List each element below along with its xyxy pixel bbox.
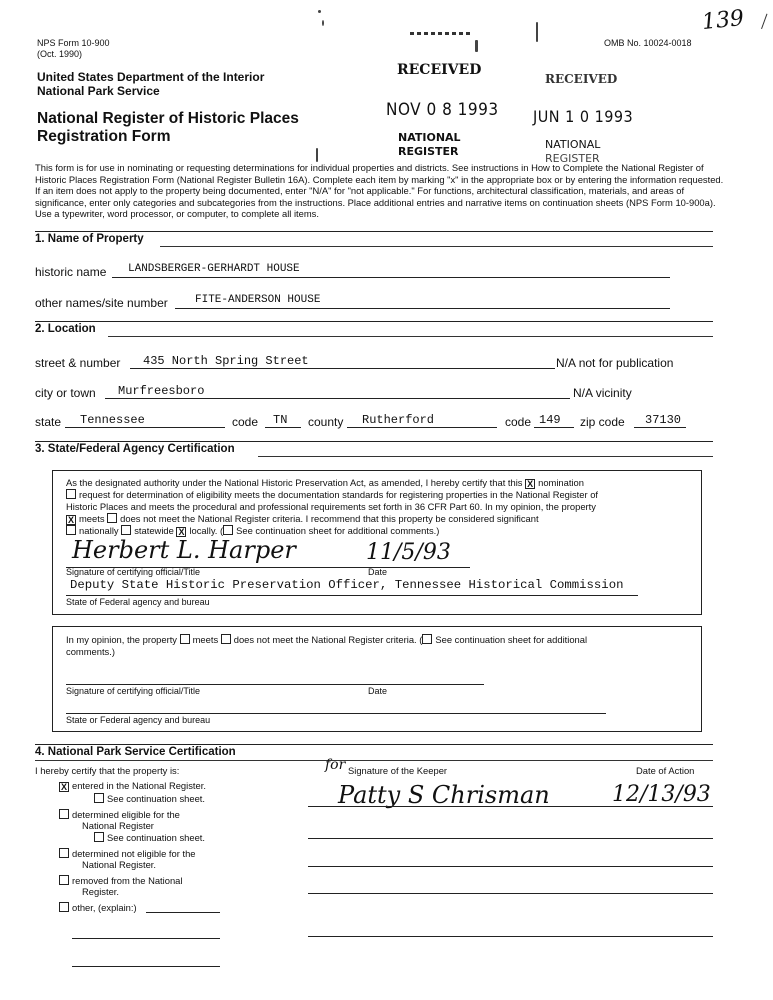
scan-speck bbox=[475, 40, 478, 52]
received-stamp-2-label: RECEIVED bbox=[545, 72, 618, 86]
historic-name-value[interactable]: LANDSBERGER-GERHARDT HOUSE bbox=[128, 263, 300, 275]
county-label: county bbox=[308, 415, 344, 429]
other-explain-line[interactable] bbox=[72, 966, 220, 967]
section-divider bbox=[258, 456, 713, 457]
other-explain-line[interactable] bbox=[72, 938, 220, 939]
stamp-dash-marks bbox=[410, 32, 470, 35]
received-stamp-label: RECEIVED bbox=[397, 62, 482, 78]
opinion-does-not-meet-label: does not meet the National Register criteria. ( bbox=[233, 634, 423, 645]
agency2-label: State or Federal agency and bureau bbox=[66, 715, 211, 725]
locally-label: locally. ( bbox=[189, 525, 224, 536]
received-stamp-line2: REGISTER bbox=[398, 145, 459, 158]
signature2-line bbox=[66, 684, 484, 685]
not-eligible-checkbox[interactable] bbox=[59, 848, 69, 858]
nationally-label: nationally bbox=[79, 525, 119, 536]
does-not-meet-label: does not meet the National Register criteria. I recommend that this property be considered significant bbox=[120, 513, 539, 524]
cert-line2-text: request for determination of eligibility meets the documentation standards for registering properties in the National Register of bbox=[79, 489, 599, 500]
section-divider bbox=[35, 441, 713, 442]
opinion-continuation-label: See continuation sheet for additional bbox=[435, 634, 588, 645]
action-date-label: Date of Action bbox=[636, 765, 695, 776]
signature-label: Signature of certifying official/Title bbox=[66, 567, 201, 577]
zip-value[interactable]: 37130 bbox=[645, 413, 682, 427]
received-stamp-2-line1: NATIONAL bbox=[545, 138, 601, 151]
historic-name-line bbox=[112, 277, 670, 278]
county-value[interactable]: Rutherford bbox=[362, 413, 435, 427]
state-code-value[interactable]: TN bbox=[273, 413, 288, 427]
eligible-cont-label: See continuation sheet. bbox=[107, 832, 205, 843]
not-for-publication[interactable] bbox=[556, 356, 673, 370]
agency2-line bbox=[66, 713, 606, 714]
omb-number: OMB No. 10024-0018 bbox=[604, 38, 692, 48]
vicinity-label: vicinity bbox=[595, 386, 632, 400]
not-eligible-label: determined not eligible for the bbox=[72, 848, 196, 859]
not-pub-label: not for publication bbox=[578, 356, 674, 370]
statewide-label: statewide bbox=[134, 525, 174, 536]
street-line bbox=[130, 368, 555, 369]
keeper-signature: Patty S Chrisman bbox=[338, 781, 550, 809]
cert-text-line3: Historic Places and meets the procedural and professional requirements set forth in 36 CFR Part 60. In my opinion, the property bbox=[66, 501, 596, 512]
city-value[interactable]: Murfreesboro bbox=[118, 384, 205, 398]
state-line bbox=[65, 427, 225, 428]
received-stamp-2-date: JUN 1 0 1993 bbox=[533, 107, 634, 126]
entered-cont-label: See continuation sheet. bbox=[107, 793, 205, 804]
zip-label: zip code bbox=[580, 415, 625, 429]
request-checkbox[interactable] bbox=[66, 489, 76, 499]
other-label: other, (explain:) bbox=[72, 902, 137, 913]
vicinity-prefix: N/A bbox=[573, 386, 593, 400]
eligible-label: determined eligible for the bbox=[72, 809, 180, 820]
received-stamp-2-line2: REGISTER bbox=[545, 152, 600, 165]
form-date: (Oct. 1990) bbox=[37, 49, 83, 59]
section-1-title: 1. Name of Property bbox=[35, 233, 144, 245]
opinion-line2: comments.) bbox=[66, 646, 115, 657]
received-stamp-line1: NATIONAL bbox=[398, 131, 461, 144]
agency-label: State of Federal agency and bureau bbox=[66, 597, 210, 607]
eligible-cont-checkbox[interactable] bbox=[94, 832, 104, 842]
section-2-title: 2. Location bbox=[35, 323, 96, 335]
state-value[interactable]: Tennessee bbox=[80, 413, 145, 427]
keeper-for: for bbox=[325, 757, 346, 773]
official-title: Deputy State Historic Preservation Officer, Tennessee Historical Commission bbox=[70, 578, 624, 592]
removed-label: removed from the National bbox=[72, 875, 183, 886]
section-divider bbox=[108, 336, 713, 337]
locally-checkbox[interactable]: X bbox=[178, 527, 185, 537]
handwritten-mark bbox=[754, 11, 768, 29]
handwritten-reference: 139 bbox=[700, 5, 746, 36]
scan-speck bbox=[322, 20, 324, 26]
agency-department: United States Department of the Interior bbox=[37, 70, 265, 84]
section-divider bbox=[35, 760, 713, 761]
keeper-signature-line[interactable] bbox=[308, 838, 713, 839]
meets-label: meets bbox=[79, 513, 105, 524]
option-entered-cont bbox=[94, 793, 205, 804]
form-title: National Register of Historic Places bbox=[37, 110, 299, 127]
section-divider bbox=[35, 231, 713, 232]
option-eligible-cont bbox=[94, 832, 205, 843]
opinion-meets-label: meets bbox=[192, 634, 219, 645]
meets-checkbox[interactable]: X bbox=[67, 515, 74, 525]
scan-speck bbox=[318, 10, 321, 13]
other-names-line bbox=[175, 308, 670, 309]
city-line bbox=[105, 398, 570, 399]
zip-line bbox=[634, 427, 686, 428]
option-eligible-b: National Register bbox=[82, 820, 154, 831]
continuation-checkbox[interactable] bbox=[223, 525, 233, 535]
scan-speck bbox=[536, 22, 538, 42]
option-entered bbox=[59, 780, 206, 792]
option-removed-b: Register. bbox=[82, 886, 119, 897]
county-line bbox=[347, 427, 497, 428]
section-divider bbox=[35, 744, 713, 745]
certify-intro: I hereby certify that the property is: bbox=[35, 765, 180, 776]
signature2-label: Signature of certifying official/Title bbox=[66, 686, 201, 696]
entered-cont-checkbox[interactable] bbox=[94, 793, 104, 803]
state-label: state bbox=[35, 415, 62, 429]
keeper-signature-line[interactable] bbox=[308, 866, 713, 867]
agency-line bbox=[66, 595, 638, 596]
state-code-line bbox=[265, 427, 301, 428]
other-names-value[interactable]: FITE-ANDERSON HOUSE bbox=[195, 294, 321, 306]
option-other bbox=[59, 902, 137, 913]
nomination-checkbox[interactable]: X bbox=[527, 479, 534, 489]
county-code-label: code bbox=[505, 415, 532, 429]
cert-text-line1 bbox=[66, 477, 584, 489]
street-label: street & number bbox=[35, 356, 121, 370]
option-eligible bbox=[59, 809, 180, 820]
form-subtitle: Registration Form bbox=[37, 128, 171, 145]
nationally-checkbox[interactable] bbox=[66, 525, 76, 535]
agency-service: National Park Service bbox=[37, 84, 160, 98]
cert-text-line2 bbox=[66, 489, 598, 500]
historic-name-label: historic name bbox=[35, 265, 107, 279]
action-date: 12/13/93 bbox=[612, 782, 711, 807]
vicinity[interactable] bbox=[573, 386, 632, 400]
opinion-does-not-meet-checkbox[interactable] bbox=[221, 634, 231, 644]
keeper-signature-line[interactable] bbox=[308, 936, 713, 937]
form-instructions: This form is for use in nominating or requesting determinations for individual properties and districts. See instructions in How to Complete the National Register of Historic Places Registration Form (National Register Bulletin 16A). Complete each item by marking "x" in the appropriate box or by entering the information requested. If an item does not apply to the property being documented, enter "N/A" for "not applicable." For functions, architectural classification, materials, and areas of significance, enter only categories and subcategories from the instructions. Place additional entries and narrative items on continuation sheets (NPS Form 10-900a). Use a typewriter, word processor, or computer, to complete all items. bbox=[35, 162, 724, 220]
section-3-title: 3. State/Federal Agency Certification bbox=[35, 443, 235, 455]
cert-line1-tail: nomination bbox=[538, 477, 584, 488]
opinion-text: In my opinion, the property bbox=[66, 634, 177, 645]
cert-text-line4 bbox=[66, 513, 539, 525]
scan-speck bbox=[316, 148, 318, 162]
does-not-meet-checkbox[interactable] bbox=[107, 513, 117, 523]
other-names-label: other names/site number bbox=[35, 296, 168, 310]
certifying-date: 11/5/93 bbox=[366, 540, 451, 565]
entered-checkbox[interactable]: X bbox=[60, 782, 67, 792]
option-not-eligible-b: National Register. bbox=[82, 859, 156, 870]
option-removed bbox=[59, 875, 182, 886]
cert-line1-text: As the designated authority under the National Historic Preservation Act, as amended, I hereby certify that this bbox=[66, 477, 523, 488]
opinion-meets-checkbox[interactable] bbox=[180, 634, 190, 644]
city-label: city or town bbox=[35, 386, 96, 400]
section-4-title: 4. National Park Service Certification bbox=[35, 746, 236, 758]
county-code-line bbox=[534, 427, 574, 428]
date-label: Date bbox=[368, 567, 388, 577]
section-divider bbox=[35, 321, 713, 322]
street-value[interactable]: 435 North Spring Street bbox=[143, 354, 309, 368]
other-checkbox[interactable] bbox=[59, 902, 69, 912]
opinion-continuation-checkbox[interactable] bbox=[422, 634, 432, 644]
section-divider bbox=[160, 246, 713, 247]
received-stamp-date: NOV 0 8 1993 bbox=[386, 100, 499, 120]
keeper-signature-line[interactable] bbox=[308, 893, 713, 894]
state-code-label: code bbox=[232, 415, 259, 429]
certifying-signature: Herbert L. Harper bbox=[72, 536, 296, 564]
eligible-checkbox[interactable] bbox=[59, 809, 69, 819]
statewide-checkbox[interactable] bbox=[121, 525, 131, 535]
date2-label: Date bbox=[368, 686, 388, 696]
option-not-eligible bbox=[59, 848, 196, 859]
opinion-line1 bbox=[66, 634, 587, 645]
form-number: NPS Form 10-900 bbox=[37, 38, 110, 48]
continuation-label: See continuation sheet for additional comments.) bbox=[236, 525, 440, 536]
keeper-label: Signature of the Keeper bbox=[348, 765, 448, 776]
entered-label: entered in the National Register. bbox=[72, 780, 206, 791]
county-code-value[interactable]: 149 bbox=[539, 413, 561, 427]
not-pub-prefix: N/A bbox=[556, 356, 576, 370]
keeper-signature-line[interactable] bbox=[308, 806, 713, 807]
removed-checkbox[interactable] bbox=[59, 875, 69, 885]
other-explain-line[interactable] bbox=[146, 912, 220, 913]
